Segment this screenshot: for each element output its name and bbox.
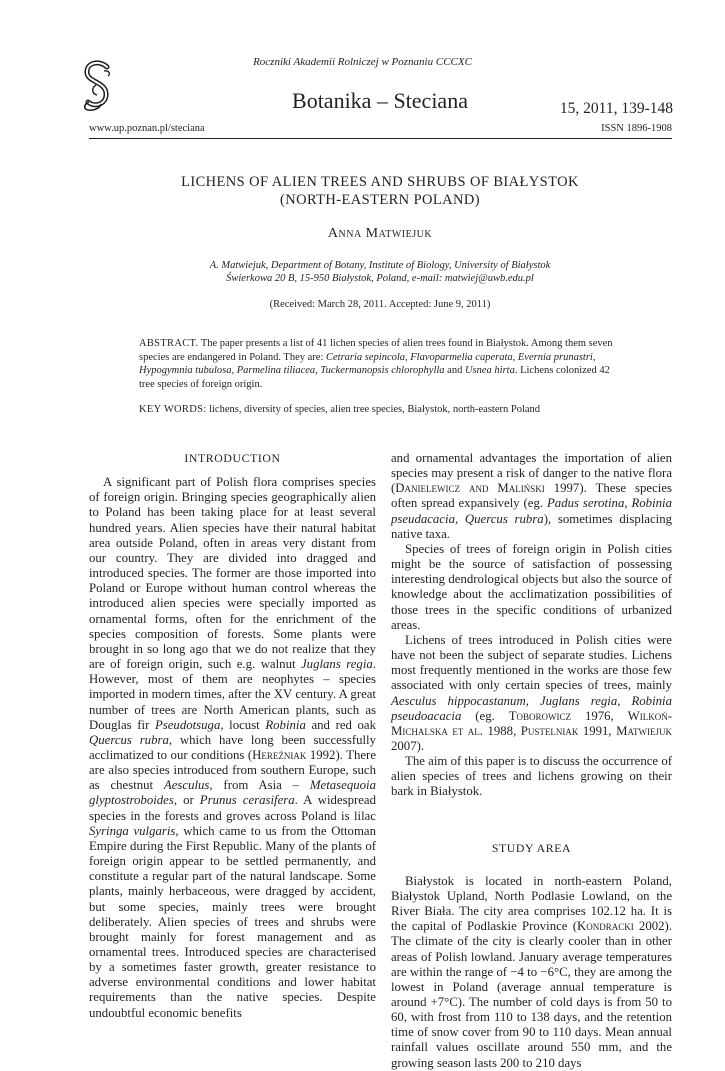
volume-info: 15, 2011, 139-148 (559, 100, 673, 117)
received-dates: (Received: March 28, 2011. Accepted: June 9, 2011) (269, 299, 491, 310)
paragraph: The aim of this paper is to discuss the occurrence of alien species of trees and lichens growing on their bark in Białystok. (391, 754, 672, 799)
abstract-text-end: . Lichens colonized 42 tree species of foreign origin. (139, 365, 610, 390)
body-column-right (391, 451, 672, 1071)
abstract-and: and (444, 365, 465, 377)
abstract-species: Cetraria sepincola, Flavoparmelia caperata, Evernia prunastri, Hypogymnia tubulosa, Parmelina tiliacea, Tuckermanopsis chlorophylla (139, 351, 596, 377)
journal-title: Botanika – Steciana (292, 88, 468, 113)
keywords-label: KEY WORDS: (139, 404, 207, 415)
affiliation-line-2: Świerkowa 20 B, 15-950 Białystok, Poland, e-mail: matwiej@uwb.edu.pl (226, 273, 534, 284)
journal-series: Roczniki Akademii Rolniczej w Poznaniu CCCXC (253, 56, 472, 68)
abstract (139, 337, 623, 391)
title-line-1: LICHENS OF ALIEN TREES AND SHRUBS OF BIAŁYSTOK (181, 174, 579, 190)
abstract-text: The paper presents a list of 41 lichen species of alien trees found in Białystok. Among them seven species are endangered in Poland. They are: (139, 338, 613, 363)
section-heading-study-area: STUDY AREA (491, 840, 572, 855)
paragraph: Species of trees of foreign origin in Polish cities might be the source of satisfaction of possessing interesting dendrological objects but also the source of knowledge about the acclimatization possibilities of those trees in the specific conditions of urbanized areas. (391, 541, 672, 632)
citation: Danielewicz and Maliński (395, 481, 545, 496)
citation: Pustelniak (520, 723, 579, 738)
citation: Toborowicz (508, 708, 572, 723)
paragraph: Lichens of trees introduced in Polish cities were have not been the subject of separate studies. Lichens most frequently mentioned in the works are those few associated with only certain species of trees, mainly Aesculus hippocastanum, Juglans regia, Robinia pseudoacacia (eg. Toborowicz 1976, Wilkoń-Michalska et al. 1988, Pustelniak 1991, Matwiejuk 2007). (391, 632, 672, 753)
paragraph: Białystok is located in north-eastern Poland, Białystok Upland, North Podlasie Lowland, on the River Biała. The city area comprises 102.12 ha. It is the capital of Podlaskie Province (Kondracki 2002). The climate of the city is clearly cooler than in other areas of Polish lowland. January average temperatures are within the range of −4 to −6°C, they are among the lowest in Poland (average annual temperature is around +7°C). The number of cold days is from 50 to 60, with frost from 110 to 138 days, and the retention time of snow cover from 90 to 110 days. Mean annual rainfall values oscillate around 550 mm, and the growing season lasts 200 to 210 days (391, 873, 672, 1070)
keywords-text: lichens, diversity of species, alien tree species, Białystok, north-eastern Poland (206, 404, 541, 415)
abstract-species-2: Usnea hirta (464, 365, 515, 377)
citation: Hereźniak (252, 747, 307, 762)
body-column-left (89, 451, 376, 1021)
paragraph: A significant part of Polish flora comprises species of foreign origin. Bringing species geographically alien to Poland has been taking place for at least several hundred years. Alien species have their natural habitat area outside Poland, often in areas very distant from our country. They are divided into dragged and introduced species. The former are those imported into Poland or Europe without human control whereas the introduced alien species were specially imported as ornamental forms, often for the enrichment of the species composition of forests. Some plants were brought in so long ago that we do not realize that they are of foreign origin, such e.g. walnut Juglans regia. However, most of them are neophytes – species imported in modern times, after the XV century. A great number of trees are North American plants, such as Douglas fir Pseudotsuga, locust Robinia and red oak Quercus rubra, which have long been successfully acclimatized to our conditions (Hereźniak 1992). There are also species introduced from southern Europe, such as chestnut Aesculus, from Asia – Metasequoia glyptostroboides, or Prunus cerasifera. A widespread species in the forests and groves across Poland is lilac Syringa vulgaris, which came to us from the Ottoman Empire during the First Republic. Many of the plants of foreign origin appear to be settled permanently, and constitute a regular part of the natural landscape. Some plants, mainly herbaceous, were dragged by accident, but some species, mainly trees were brought deliberately. Alien species of trees and shrubs were brought mainly for forest management and as ornamental trees. Introduced species are characterised by a sometimes faster growth, greater resistance to adverse environmental conditions and lower habitat requirements than the native species. Despite undoubtful economic benefits (89, 475, 377, 1020)
title-line-2: (NORTH-EASTERN POLAND) (279, 192, 481, 208)
abstract-label: ABSTRACT. (139, 338, 199, 349)
header-divider (89, 138, 672, 139)
journal-url[interactable]: www.up.poznan.pl/steciana (89, 123, 205, 134)
issn: ISSN 1896-1908 (601, 123, 672, 134)
citation: Kondracki (576, 919, 634, 934)
author: Anna Matwiejuk (327, 226, 433, 241)
section-heading-introduction: INTRODUCTION (184, 451, 281, 465)
citation: Wilkoń-Michalska et al. (391, 708, 672, 738)
paragraph: and ornamental advantages the importation of alien species may present a risk of danger to the native flora (Danielewicz and Maliński 1997). These species often spread expansively (eg. Padus serotina, Robinia pseudacacia, Quercus rubra), sometimes displacing native taxa. (391, 451, 672, 541)
keywords (139, 403, 623, 417)
article-title (0, 173, 725, 209)
affiliation-line-1: A. Matwiejuk, Department of Botany, Institute of Biology, University of Białystok (209, 260, 551, 271)
citation: Matwiejuk (616, 723, 672, 738)
affiliation (0, 259, 725, 285)
